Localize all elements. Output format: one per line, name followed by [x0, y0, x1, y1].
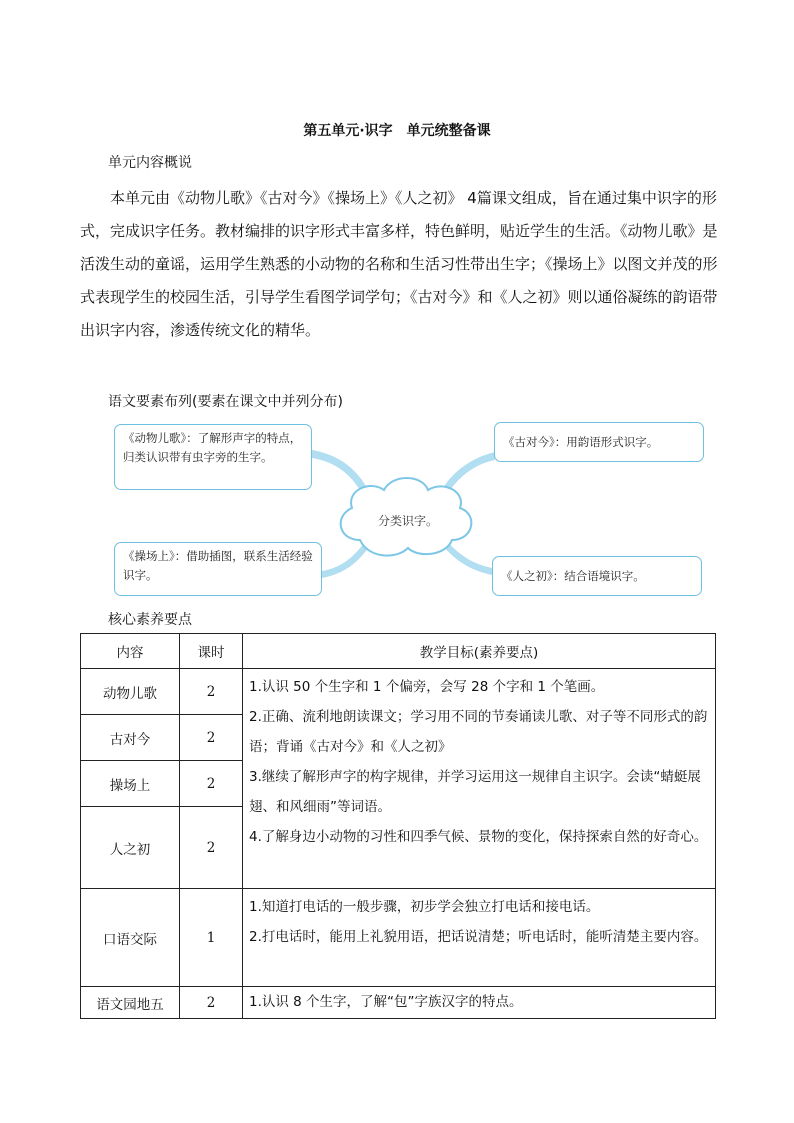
row-name: 古对今 — [81, 715, 180, 761]
core-heading: 核心素养要点 — [108, 612, 192, 628]
header-goals: 教学目标(素养要点) — [243, 634, 716, 669]
goal-line: 3.继续了解形声字的构字规律，并学习运用这一规律自主识字。会读“蜻蜓展翅、和风细雨”等词语。 — [249, 769, 701, 815]
table-row — [81, 889, 716, 987]
node-bottom-right: 《人之初》：结合语境识字。 — [492, 556, 702, 596]
node-bottom-left: 《操场上》：借助插图，联系生活经验识字。 — [114, 542, 322, 596]
goals-cell-garden — [243, 987, 716, 1019]
row-name: 口语交际 — [81, 889, 180, 987]
row-hours: 2 — [180, 807, 243, 889]
table-row — [81, 669, 716, 715]
row-hours: 2 — [180, 761, 243, 807]
table-row — [81, 987, 716, 1019]
row-hours: 2 — [180, 715, 243, 761]
goal-line: 1.认识 8 个生字，了解“包”字族汉字的特点。 — [249, 994, 523, 1010]
elements-heading: 语文要素布列(要素在课文中并列分布) — [108, 394, 343, 410]
goal-line: 1.认识 50 个生字和 1 个偏旁，会写 28 个字和 1 个笔画。 — [249, 679, 605, 695]
goals-cell-lessons — [243, 669, 716, 889]
overview-heading: 单元内容概说 — [108, 155, 192, 171]
goal-line: 4.了解身边小动物的习性和四季气候、景物的变化，保持探索自然的好奇心。 — [249, 829, 708, 845]
row-hours: 2 — [180, 987, 243, 1019]
row-name: 语文园地五 — [81, 987, 180, 1019]
goal-line: 2.正确、流利地朗读课文；学习用不同的节奏诵读儿歌、对子等不同形式的韵语；背诵《古对今》和《人之初》 — [249, 709, 708, 755]
table-header-row — [81, 634, 716, 669]
goal-line: 2.打电话时，能用上礼貌用语，把话说清楚；听电话时，能听清楚主要内容。 — [249, 929, 708, 945]
row-name: 动物儿歌 — [81, 669, 180, 715]
page-title: 第五单元·识字 单元统整备课 — [303, 123, 491, 139]
core-literacy-table — [80, 633, 716, 1019]
row-hours: 2 — [180, 669, 243, 715]
row-hours: 1 — [180, 889, 243, 987]
header-hours: 课时 — [180, 634, 243, 669]
row-name: 人之初 — [81, 807, 180, 889]
overview-paragraph: 本单元由《动物儿歌》《古对今》《操场上》《人之初》 4篇课文组成，旨在通过集中识字的形式，完成识字任务。教材编排的识字形式丰富多样，特色鲜明，贴近学生的生活。《动物儿歌》是活泼生动的童谣，运用学生熟悉的小动物的名称和生活习性带出生字；《操场上》以图文并茂的形式表现学生的校园生活，引导学生看图学词学句；《古对今》和《人之初》则以通俗凝练的韵语带出识字内容，渗透传统文化的精华。 — [80, 189, 718, 339]
goal-line: 1.知道打电话的一般步骤，初步学会独立打电话和接电话。 — [249, 899, 600, 915]
node-top-left: 《动物儿歌》：了解形声字的特点，归类认识带有虫字旁的生字。 — [114, 424, 312, 490]
row-name: 操场上 — [81, 761, 180, 807]
node-top-right: 《古对今》：用韵语形式识字。 — [494, 422, 704, 462]
goals-cell-oral — [243, 889, 716, 987]
center-node-label: 分类识字。 — [377, 514, 438, 528]
header-content: 内容 — [81, 634, 180, 669]
